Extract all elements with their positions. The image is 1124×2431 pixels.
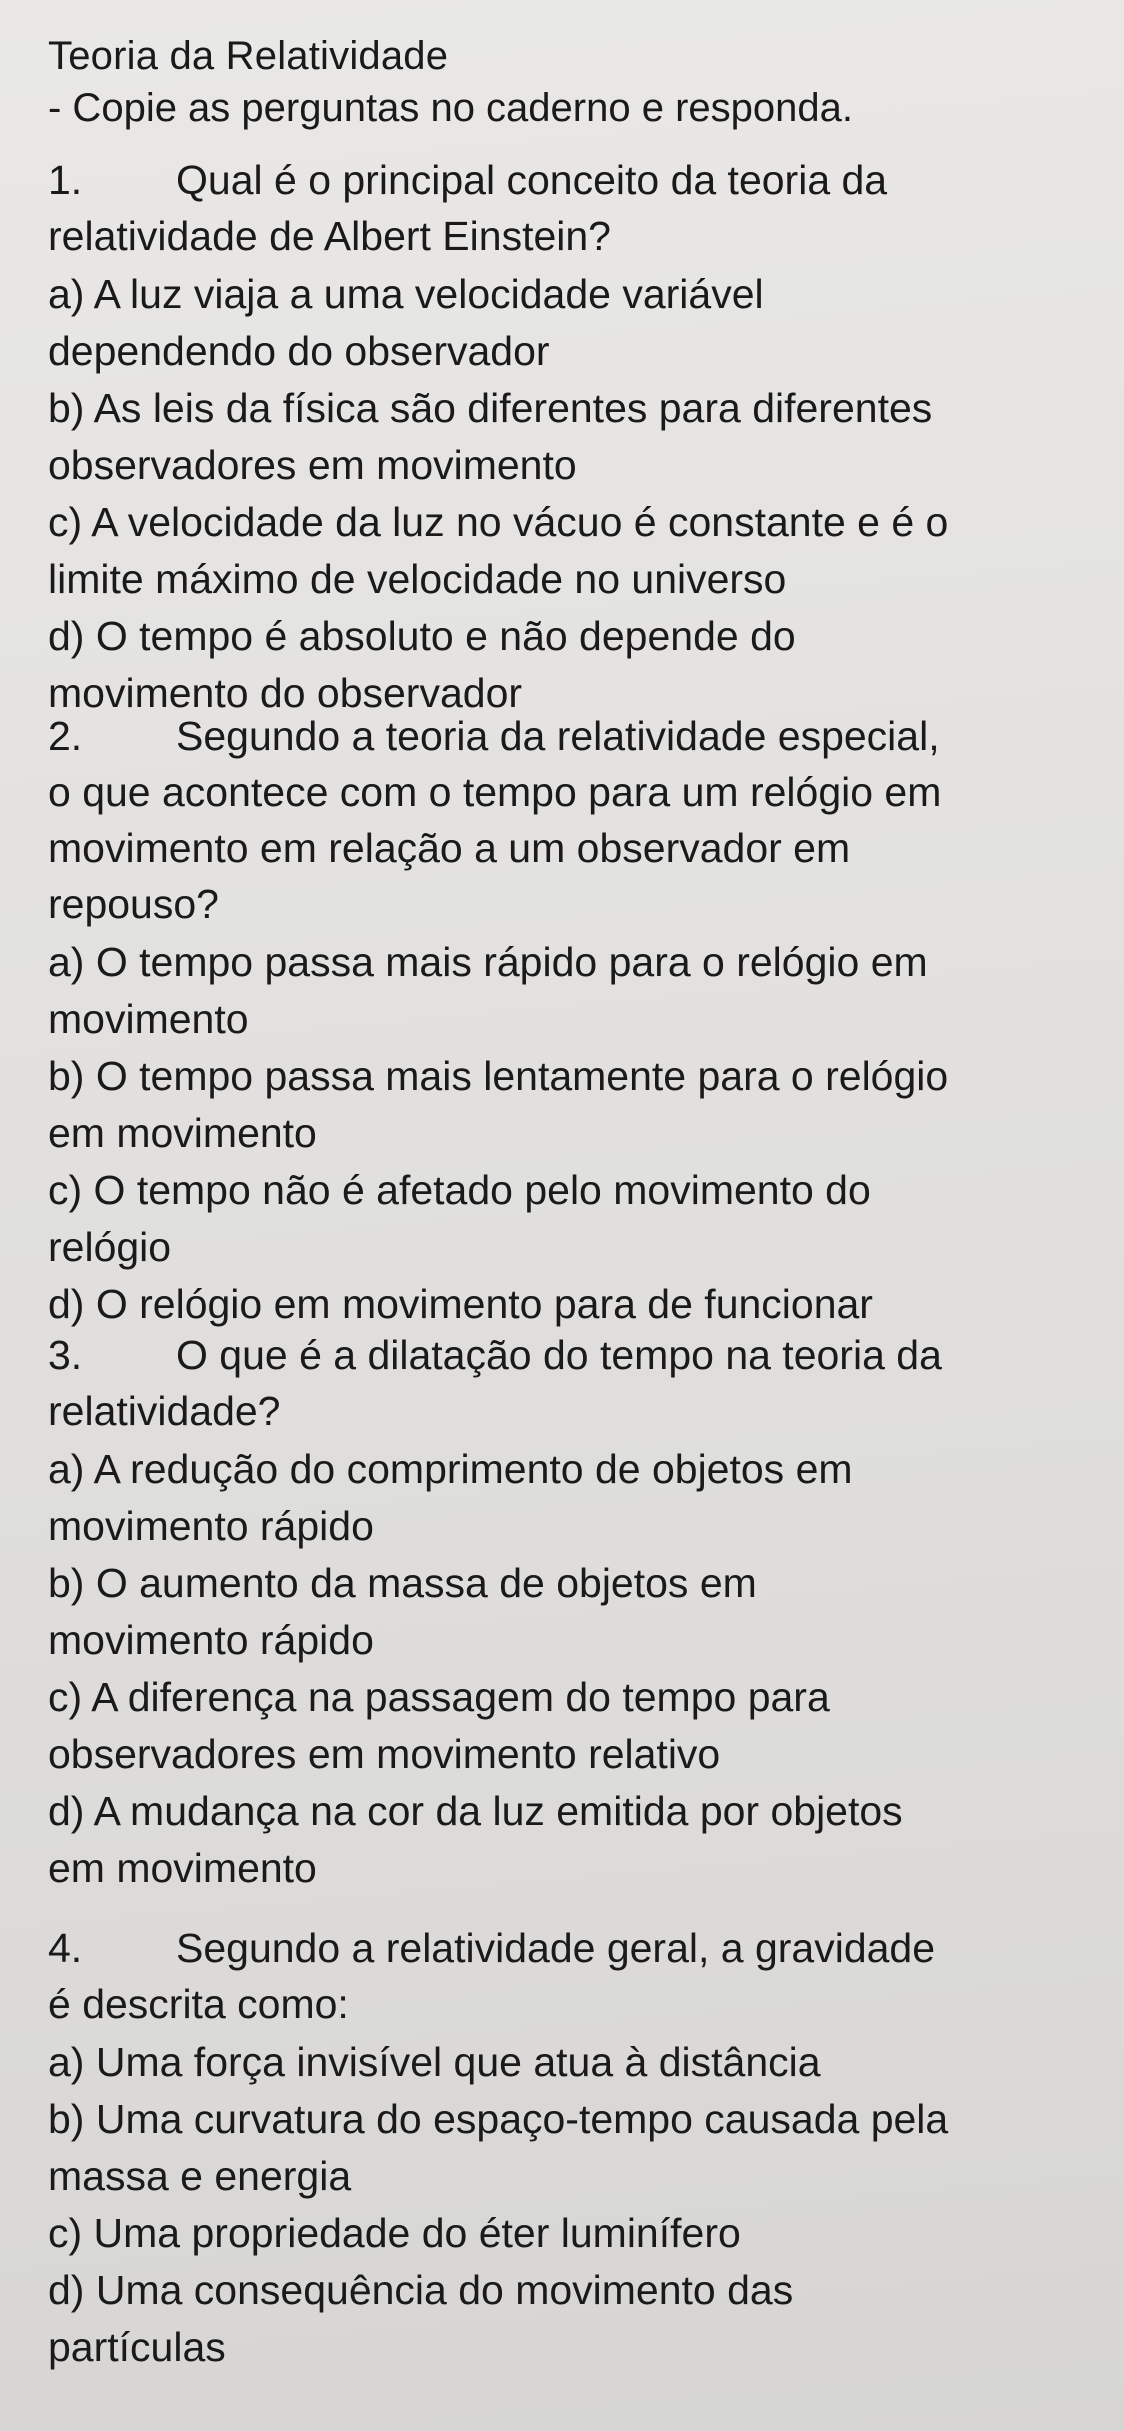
question-stem <box>48 1327 1088 1383</box>
option-d: d) O relógio em movimento para de funcionar <box>48 1281 873 1327</box>
option-a: a) O tempo passa mais rápido para o relógio em <box>48 939 928 985</box>
question-stem <box>48 152 1088 208</box>
question-number: 2. <box>48 713 83 759</box>
instruction-text: - Copie as perguntas no caderno e responda. <box>48 86 853 130</box>
stem-line: Segundo a relatividade geral, a gravidade <box>176 1925 936 1971</box>
option-a: a) A redução do comprimento de objetos em <box>48 1446 853 1492</box>
question-number: 4. <box>48 1925 83 1971</box>
stem-line: movimento em relação a um observador em <box>48 825 851 871</box>
option-b-continuation: em movimento <box>48 1110 317 1156</box>
option-c: c) A velocidade da luz no vácuo é constante e é o <box>48 499 949 545</box>
option-b: b) Uma curvatura do espaço-tempo causada pela <box>48 2096 949 2142</box>
option-d-continuation: movimento do observador <box>48 670 523 716</box>
option-d: d) Uma consequência do movimento das <box>48 2267 794 2313</box>
question-3 <box>48 1327 1088 1897</box>
question-number: 3. <box>48 1332 83 1378</box>
option-b-continuation: observadores em movimento <box>48 442 577 488</box>
page-title: Teoria da Relatividade <box>48 34 449 78</box>
option-c: c) A diferença na passagem do tempo para <box>48 1674 830 1720</box>
option-d: d) O tempo é absoluto e não depende do <box>48 613 796 659</box>
option-c-continuation: limite máximo de velocidade no universo <box>48 556 787 602</box>
question-stem <box>48 1920 1088 1976</box>
stem-line: o que acontece com o tempo para um relógio em <box>48 769 942 815</box>
option-a-continuation: movimento rápido <box>48 1503 374 1549</box>
option-b: b) O aumento da massa de objetos em <box>48 1560 757 1606</box>
option-d: d) A mudança na cor da luz emitida por objetos <box>48 1788 903 1834</box>
question-4 <box>48 1920 1088 2376</box>
stem-line: é descrita como: <box>48 1981 349 2027</box>
option-c: c) O tempo não é afetado pelo movimento do <box>48 1167 871 1213</box>
option-d-continuation: em movimento <box>48 1845 317 1891</box>
option-d-continuation: partículas <box>48 2324 226 2370</box>
option-a: a) A luz viaja a uma velocidade variável <box>48 271 764 317</box>
question-1 <box>48 152 1088 722</box>
option-a: a) Uma força invisível que atua à distância <box>48 2039 821 2085</box>
option-c-continuation: relógio <box>48 1224 172 1270</box>
option-b-continuation: massa e energia <box>48 2153 352 2199</box>
option-c: c) Uma propriedade do éter luminífero <box>48 2210 741 2256</box>
stem-line: Segundo a teoria da relatividade especial, <box>176 713 940 759</box>
option-a-continuation: dependendo do observador <box>48 328 550 374</box>
option-c-continuation: observadores em movimento relativo <box>48 1731 721 1777</box>
question-number: 1. <box>48 157 83 203</box>
stem-line: relatividade? <box>48 1388 281 1434</box>
stem-line: relatividade de Albert Einstein? <box>48 213 611 259</box>
question-2 <box>48 708 1088 1333</box>
stem-line: Qual é o principal conceito da teoria da <box>176 157 888 203</box>
option-b-continuation: movimento rápido <box>48 1617 374 1663</box>
option-b: b) As leis da física são diferentes para diferentes <box>48 385 933 431</box>
stem-line: O que é a dilatação do tempo na teoria da <box>176 1332 942 1378</box>
option-a-continuation: movimento <box>48 996 249 1042</box>
question-stem <box>48 708 1088 764</box>
option-b: b) O tempo passa mais lentamente para o relógio <box>48 1053 949 1099</box>
stem-line: repouso? <box>48 881 219 927</box>
